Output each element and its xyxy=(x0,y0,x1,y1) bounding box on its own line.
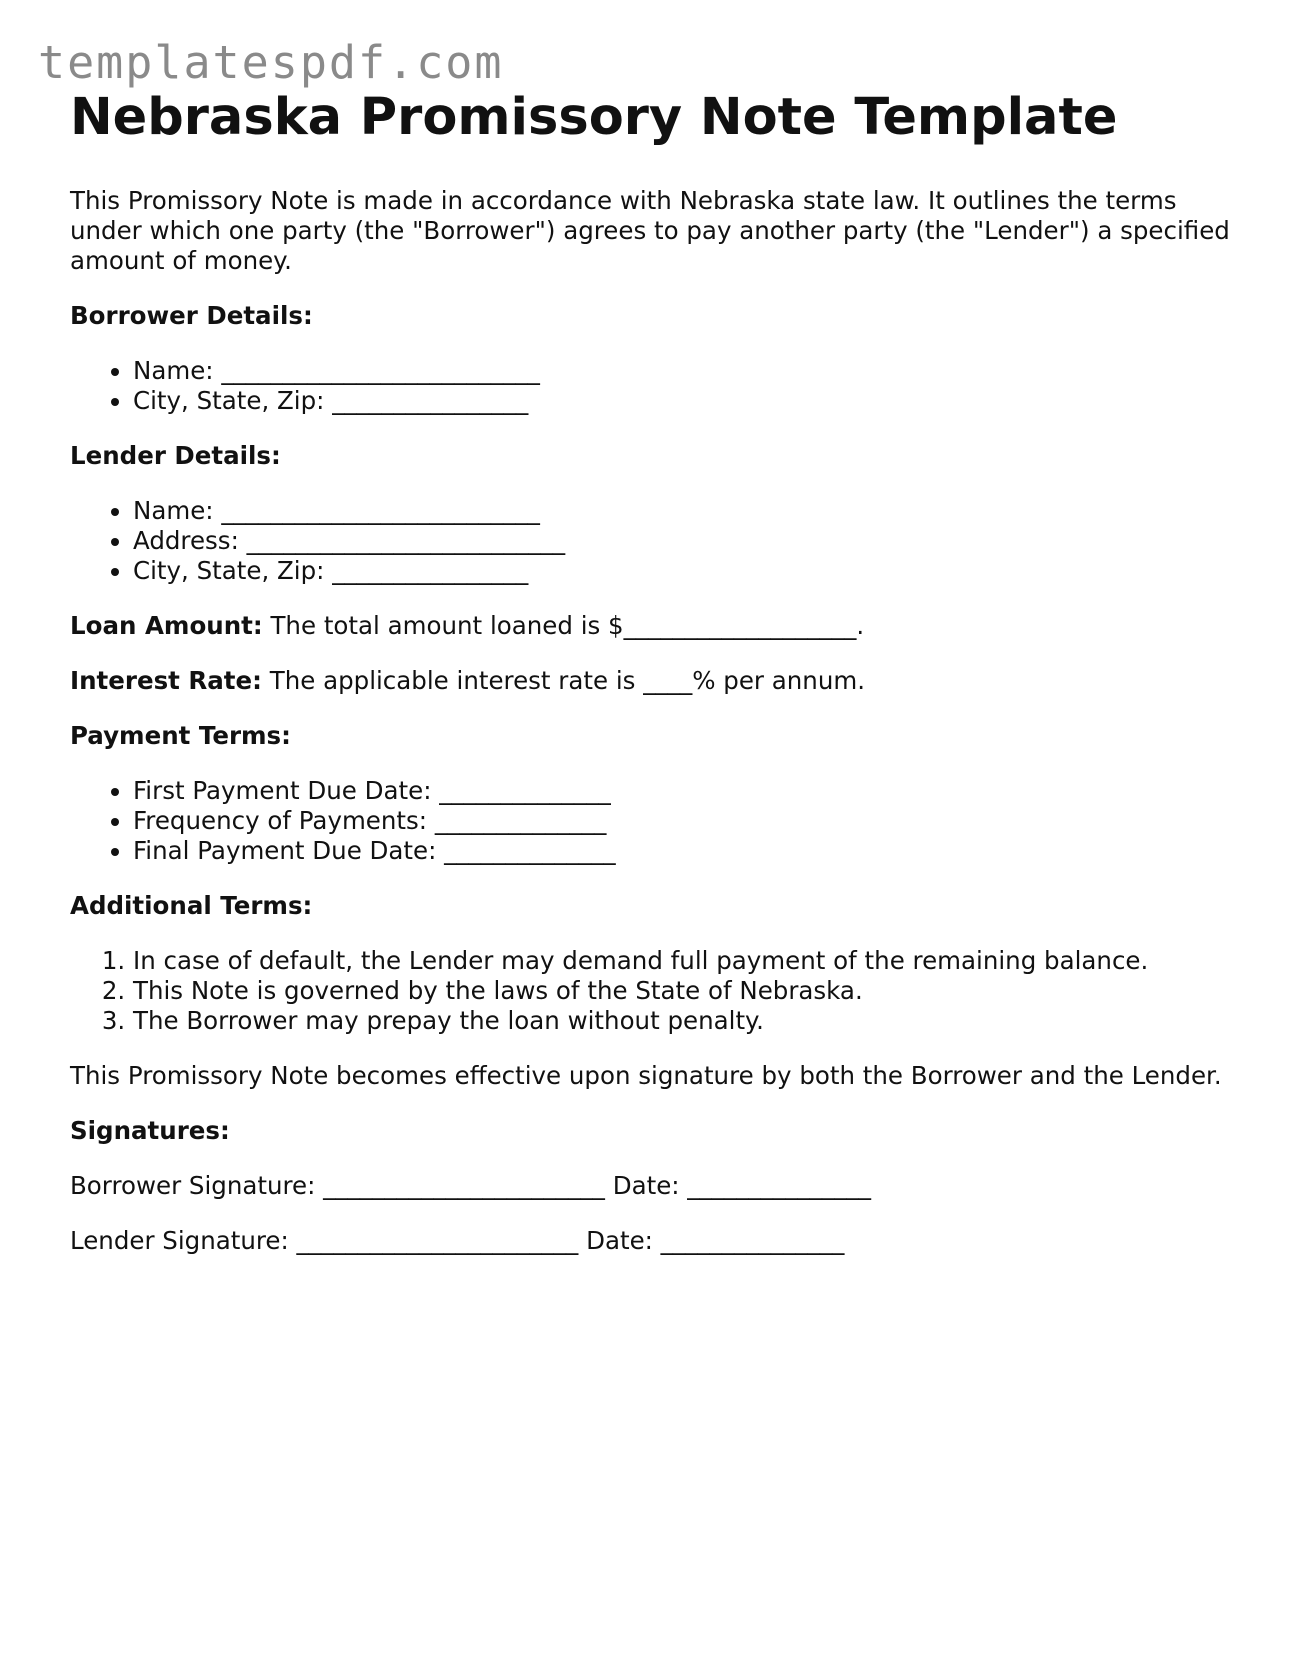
lender-city-field: • City, State, Zip: ________________ xyxy=(133,556,1230,586)
payment-terms-heading: Payment Terms: xyxy=(70,721,291,750)
first-payment-field: • First Payment Due Date: ______________ xyxy=(133,776,1230,806)
borrower-signature-line: Borrower Signature: _______________________ Date: _______________ xyxy=(70,1171,872,1200)
lender-list xyxy=(70,496,1230,586)
loan-amount-label: Loan Amount: xyxy=(70,611,263,640)
additional-term-item: 2. This Note is governed by the laws of the State of Nebraska. xyxy=(133,976,1230,1006)
additional-term-item: 1. In case of default, the Lender may demand full payment of the remaining balance. xyxy=(133,946,1230,976)
borrower-name-field: • Name: __________________________ xyxy=(133,356,1230,386)
interest-rate-line xyxy=(70,666,1230,696)
interest-rate-text: The applicable interest rate is ____% per annum. xyxy=(261,666,866,695)
loan-amount-line xyxy=(70,611,1230,641)
interest-rate-label: Interest Rate: xyxy=(70,666,262,695)
additional-terms-list xyxy=(70,946,1230,1036)
borrower-city-field: • City, State, Zip: ________________ xyxy=(133,386,1230,416)
watermark: templatespdf.com xyxy=(38,36,504,89)
lender-name-field: • Name: __________________________ xyxy=(133,496,1230,526)
signatures-heading: Signatures: xyxy=(70,1116,230,1145)
document-title: Nebraska Promissory Note Template xyxy=(70,88,1118,147)
document-body xyxy=(70,186,1230,1281)
borrower-list xyxy=(70,356,1230,416)
loan-amount-text: The total amount loaned is $___________________. xyxy=(262,611,865,640)
lender-signature-line: Lender Signature: _______________________ Date: _______________ xyxy=(70,1226,845,1255)
payment-terms-list xyxy=(70,776,1230,866)
intro-paragraph: This Promissory Note is made in accordance with Nebraska state law. It outlines the terms under which one party (the "Borrower") agrees to pay another party (the "Lender") a specified amount of money. xyxy=(70,186,1230,275)
borrower-heading: Borrower Details: xyxy=(70,301,313,330)
final-payment-field: • Final Payment Due Date: ______________ xyxy=(133,836,1230,866)
additional-term-item: 3. The Borrower may prepay the loan without penalty. xyxy=(133,1006,1230,1036)
lender-heading: Lender Details: xyxy=(70,441,281,470)
effective-paragraph: This Promissory Note becomes effective upon signature by both the Borrower and the Lender. xyxy=(70,1061,1222,1090)
payment-frequency-field: • Frequency of Payments: ______________ xyxy=(133,806,1230,836)
additional-terms-heading: Additional Terms: xyxy=(70,891,313,920)
lender-address-field: • Address: __________________________ xyxy=(133,526,1230,556)
